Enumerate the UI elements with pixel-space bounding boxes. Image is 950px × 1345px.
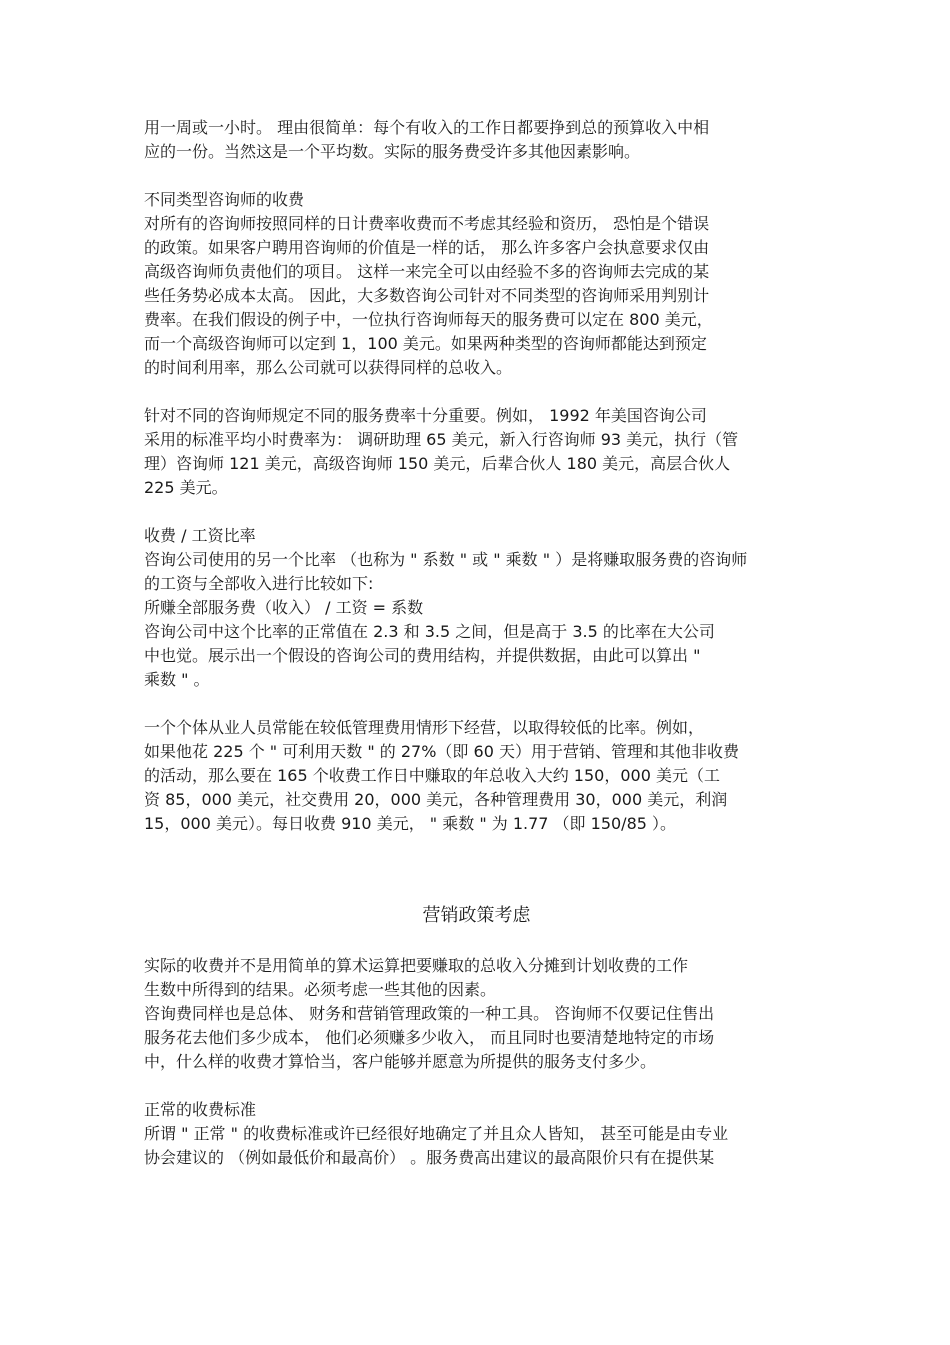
text-line: 的政策。如果客户聘用咨询师的价值是一样的话， 那么许多客户会执意要求仅由 (144, 238, 710, 257)
document-page (144, 116, 809, 1170)
text-line: 实际的收费并不是用简单的算术运算把要赚取的总收入分摊到计划收费的工作 (144, 956, 689, 975)
section-normal-fee-standard (144, 1098, 809, 1170)
text-line: 的时间利用率，那么公司就可以获得同样的总收入。 (144, 358, 513, 377)
text-line: 一个个体从业人员常能在较低管理费用情形下经营，以取得较低的比率。例如， (144, 718, 705, 737)
text-line: 理）咨询师 121 美元，高级咨询师 150 美元，后辈合伙人 180 美元，高层合伙人 (144, 454, 731, 473)
text-line: 中，什么样的收费才算恰当，客户能够并愿意为所提供的服务支付多少。 (144, 1052, 657, 1071)
section-consultant-types (144, 188, 809, 380)
text-line: 针对不同的咨询师规定不同的服务费率十分重要。例如， 1992 年美国咨询公司 (144, 406, 707, 425)
text-line: 的活动，那么要在 165 个收费工作日中赚取的年总收入大约 150，000 美元（工 (144, 766, 720, 785)
chapter-heading: 营销政策考虑 (422, 905, 531, 926)
paragraph-intro (144, 116, 809, 164)
section-fee-salary-ratio (144, 524, 809, 692)
text-line: 资 85，000 美元，社交费用 20，000 美元，各种管理费用 30，000 美元，利润 (144, 790, 728, 809)
text-line: 咨询费同样也是总体、 财务和营销管理政策的一种工具。 咨询师不仅要记住售出 (144, 1004, 715, 1023)
text-line: 咨询公司使用的另一个比率 （也称为 " 系数 " 或 " 乘数 " ）是将赚取服务费的咨询师 (144, 550, 748, 569)
section-title: 正常的收费标准 (144, 1100, 257, 1119)
text-line: 对所有的咨询师按照同样的日计费率收费而不考虑其经验和资历， 恐怕是个错误 (144, 214, 710, 233)
text-line: 协会建议的 （例如最低价和最高价） 。服务费高出建议的最高限价只有在提供某 (144, 1148, 715, 1167)
text-line: 咨询公司中这个比率的正常值在 2.3 和 3.5 之间，但是高于 3.5 的比率在大公司 (144, 622, 715, 641)
text-line: 应的一份。当然这是一个平均数。实际的服务费受许多其他因素影响。 (144, 142, 641, 161)
text-line: 费率。在我们假设的例子中，一位执行咨询师每天的服务费可以定在 800 美元， (144, 310, 713, 329)
formula-line: 所赚全部服务费（收入） / 工资 = 系数 (144, 598, 424, 617)
text-line: 的工资与全部收入进行比较如下: (144, 574, 374, 593)
text-line: 中也觉。展示出一个假设的咨询公司的费用结构，并提供数据，由此可以算出 " (144, 646, 701, 665)
text-line: 所谓 " 正常 " 的收费标准或许已经很好地确定了并且众人皆知， 甚至可能是由专业 (144, 1124, 729, 1143)
text-line: 用一周或一小时。 理由很简单：每个有收入的工作日都要挣到总的预算收入中相 (144, 118, 710, 137)
text-line: 15，000 美元）。每日收费 910 美元， " 乘数 " 为 1.77 （即 150/85 ）。 (144, 814, 677, 833)
text-line: 服务花去他们多少成本， 他们必须赚多少收入， 而且同时也要清楚地特定的市场 (144, 1028, 715, 1047)
text-line: 225 美元。 (144, 478, 228, 497)
paragraph-marketing-policy (144, 954, 809, 1074)
text-line: 如果他花 225 个 " 可利用天数 " 的 27%（即 60 天）用于营销、管理和其他非收费 (144, 742, 739, 761)
text-line: 而一个高级咨询师可以定到 1，100 美元。如果两种类型的咨询师都能达到预定 (144, 334, 707, 353)
text-line: 些任务势必成本太高。 因此，大多数咨询公司针对不同类型的咨询师采用判别计 (144, 286, 710, 305)
text-line: 乘数 " 。 (144, 670, 210, 689)
paragraph-individual-practitioner (144, 716, 809, 836)
section-title: 不同类型咨询师的收费 (144, 190, 305, 209)
text-line: 采用的标准平均小时费率为： 调研助理 65 美元，新入行咨询师 93 美元，执行（管 (144, 430, 739, 449)
section-title: 收费 / 工资比率 (144, 526, 256, 545)
paragraph-hourly-rates (144, 404, 809, 500)
text-line: 高级咨询师负责他们的项目。 这样一来完全可以由经验不多的咨询师去完成的某 (144, 262, 710, 281)
text-line: 生数中所得到的结果。必须考虑一些其他的因素。 (144, 980, 497, 999)
